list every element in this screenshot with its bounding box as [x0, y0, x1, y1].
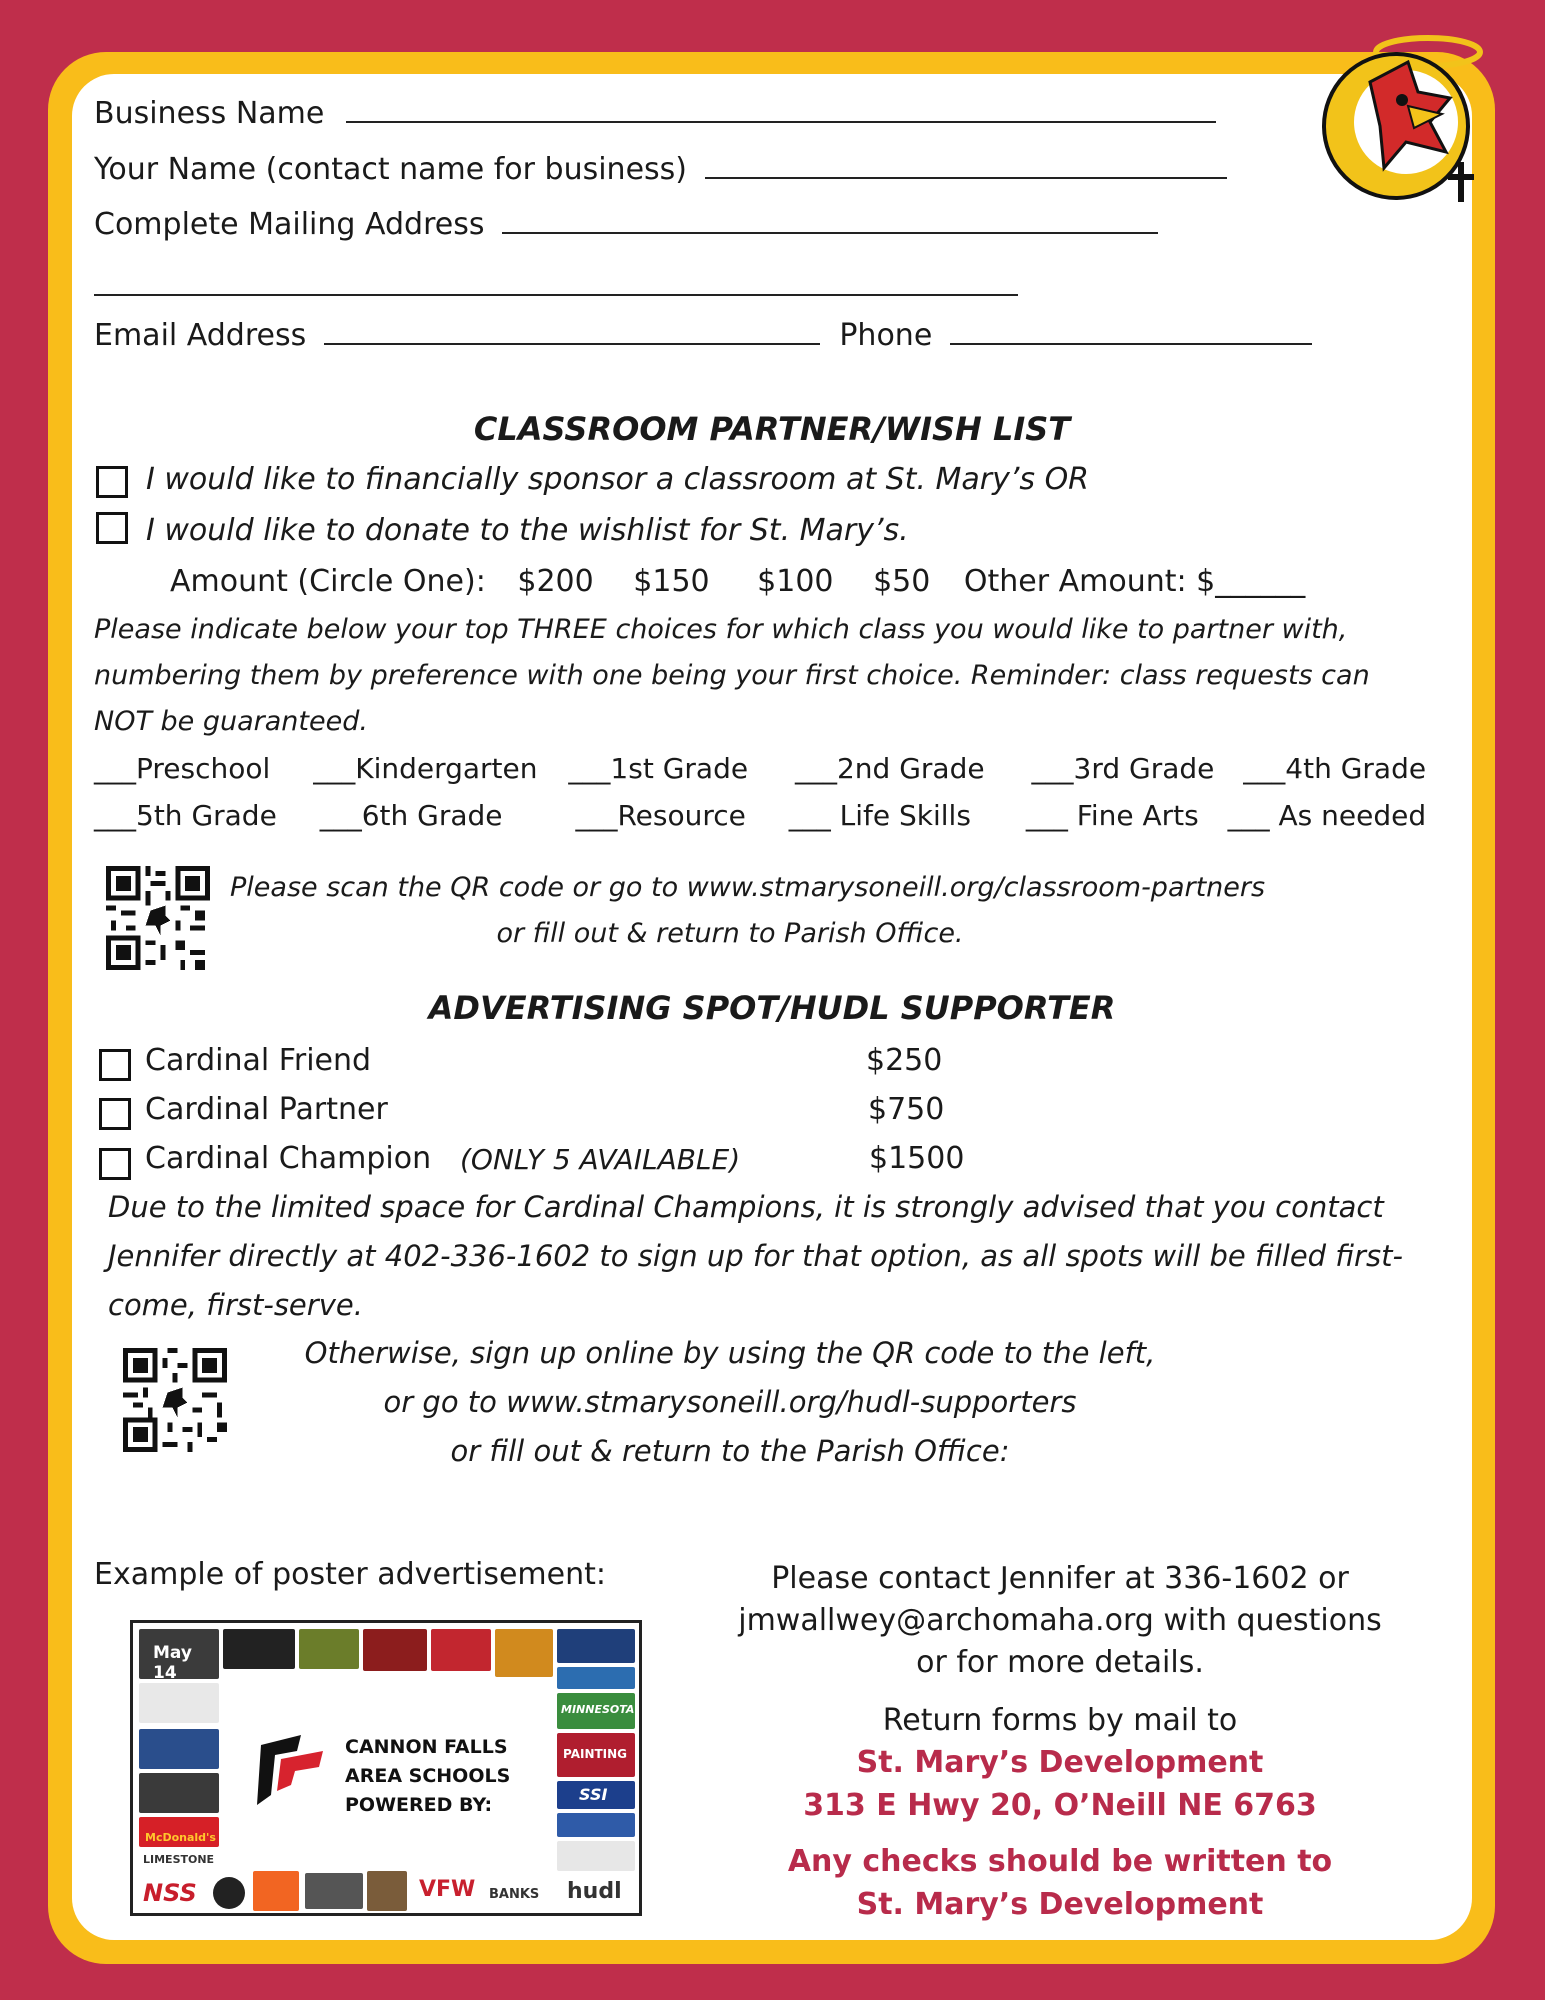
poster-logo-tile [305, 1873, 363, 1909]
tier-price: $750 [868, 1092, 945, 1127]
advertising-heading: ADVERTISING SPOT/HUDL SUPPORTER [428, 989, 1116, 1027]
advertising-qr-text-3: or fill out & return to the Parish Office: [450, 1434, 1010, 1468]
tier-name: Cardinal Champion [145, 1141, 432, 1176]
advertising-qr-text-2: or go to www.stmarysoneill.org/hudl-supporters [383, 1385, 1077, 1419]
poster-title-line: POWERED BY: [345, 1794, 493, 1816]
class-choice[interactable]: ___4th Grade [1243, 752, 1427, 785]
poster-logo-tile [487, 1879, 547, 1907]
champion-notice-3: come, first-serve. [108, 1288, 363, 1322]
class-choice[interactable]: ___ Life Skills [788, 799, 971, 832]
sponsor-checkbox[interactable] [96, 466, 128, 498]
poster-logo-tile [557, 1781, 635, 1809]
poster-logo-tile [557, 1667, 635, 1689]
poster-logo-tile [139, 1729, 219, 1769]
poster-logo-text: PAINTING [563, 1747, 628, 1761]
checks-line-1: Any checks should be written to [787, 1844, 1333, 1879]
checks-line-2: St. Mary’s Development [856, 1887, 1264, 1922]
poster-logo-tile [431, 1629, 491, 1671]
poster-logo-text: McDonald's [145, 1831, 216, 1844]
org-name: St. Mary’s Development [856, 1745, 1264, 1780]
contact-name-label: Your Name (contact name for business) [94, 152, 687, 187]
donate-checkbox[interactable] [96, 512, 128, 544]
return-label: Return forms by mail to [882, 1703, 1238, 1738]
class-choice[interactable]: ___3rd Grade [1031, 752, 1215, 785]
poster-logo-tile [495, 1629, 553, 1677]
champion-notice-2: Jennifer directly at 402-336-1602 to sign up for that option, as all spots will be filled first- [108, 1239, 1403, 1273]
class-choice[interactable]: ___Resource [575, 799, 746, 832]
tier-checkbox[interactable] [99, 1098, 131, 1130]
classroom-qr-text-1: Please scan the QR code or go to www.stmarysoneill.org/classroom-partners [230, 872, 1266, 903]
class-choice[interactable]: ___ As needed [1227, 799, 1427, 832]
poster-date-badge [139, 1629, 219, 1683]
classroom-qr-text-2: or fill out & return to Parish Office. [496, 918, 964, 949]
email-field[interactable] [324, 319, 820, 345]
amount-option[interactable]: $100 [757, 564, 834, 599]
contact-name-row [94, 152, 1227, 187]
classroom-instructions-1: Please indicate below your top THREE choices for which class you would like to partner with, [94, 614, 1348, 645]
class-choice[interactable]: ___ Fine Arts [1025, 799, 1199, 832]
class-choice[interactable]: ___5th Grade [94, 799, 277, 832]
cannon-falls-logo-icon [251, 1725, 329, 1811]
poster-example-image [130, 1620, 642, 1916]
class-choice[interactable]: ___Kindergarten [313, 752, 538, 785]
poster-logo-text: VFW [419, 1877, 476, 1902]
poster-logo-tile [139, 1817, 219, 1847]
poster-logo-tile [139, 1773, 219, 1813]
poster-title-line: AREA SCHOOLS [345, 1765, 511, 1787]
advertising-qr-text-1: Otherwise, sign up online by using the QR code to the left, [304, 1336, 1156, 1370]
poster-logo-text: SSI [579, 1785, 608, 1804]
poster-title-line: CANNON FALLS [345, 1736, 508, 1758]
mailing-address-label: Complete Mailing Address [94, 207, 485, 242]
poster-logo-tile [223, 1629, 295, 1669]
poster-logo-text: MINNESOTA [561, 1703, 635, 1716]
donate-option-label: I would like to donate to the wishlist for St. Mary’s. [146, 513, 909, 548]
email-label: Email Address [94, 318, 307, 353]
poster-logo-tile [367, 1871, 407, 1911]
email-phone-row [94, 318, 1312, 353]
tier-note: (ONLY 5 AVAILABLE) [460, 1143, 741, 1176]
poster-logo-text: hudl [567, 1879, 622, 1904]
poster-logo-text: BANKS [489, 1887, 540, 1902]
poster-label: Example of poster advertisement: [94, 1557, 606, 1592]
class-choice[interactable]: ___1st Grade [568, 752, 749, 785]
business-name-field[interactable] [346, 97, 1216, 123]
classroom-instructions-3: NOT be guaranteed. [94, 706, 368, 737]
champion-notice-1: Due to the limited space for Cardinal Champions, it is strongly advised that you contact [108, 1190, 1384, 1224]
amount-option[interactable]: $50 [873, 564, 931, 599]
mailing-address-field[interactable] [502, 208, 1158, 234]
amount-option[interactable]: $150 [633, 564, 710, 599]
amount-row [170, 564, 1305, 599]
poster-logo-text: NSS [143, 1879, 197, 1907]
poster-title [345, 1733, 510, 1820]
cardinal-logo-icon [1310, 22, 1496, 212]
class-choices-row-1 [94, 752, 1426, 785]
mail-address: 313 E Hwy 20, O’Neill NE 6763 [803, 1788, 1317, 1823]
poster-logo-tile [557, 1813, 635, 1837]
poster-logo-tile [557, 1693, 635, 1729]
poster-logo-tile [139, 1851, 219, 1871]
contact-name-field[interactable] [705, 153, 1227, 179]
poster-logo-text: LIMESTONE [143, 1853, 215, 1866]
poster-logo-tile [557, 1629, 635, 1663]
business-name-label: Business Name [94, 96, 325, 131]
poster-logo-tile [139, 1877, 209, 1911]
poster-logo-tile [253, 1871, 299, 1911]
class-choices-row-2 [94, 799, 1426, 832]
poster-logo-tile [363, 1629, 427, 1671]
poster-logo-tile [299, 1629, 359, 1669]
qr-code-icon[interactable] [123, 1348, 227, 1452]
poster-logo-tile [417, 1875, 481, 1907]
mailing-address-row [94, 207, 1158, 242]
contact-line-2: jmwallwey@archomaha.org with questions [738, 1603, 1382, 1638]
phone-label: Phone [839, 318, 933, 353]
tier-price: $250 [866, 1043, 943, 1078]
poster-logo-tile [557, 1841, 635, 1871]
poster-logo-tile [213, 1877, 245, 1909]
class-choice[interactable]: ___6th Grade [319, 799, 503, 832]
class-choice[interactable]: ___Preschool [94, 752, 271, 785]
tier-name: Cardinal Friend [145, 1043, 372, 1078]
tier-checkbox[interactable] [99, 1049, 131, 1081]
contact-line-1: Please contact Jennifer at 336-1602 or [771, 1561, 1349, 1596]
mailing-address-field-line2[interactable] [94, 268, 1018, 296]
amount-label: Amount (Circle One): [170, 564, 486, 599]
tier-name: Cardinal Partner [145, 1092, 388, 1127]
poster-date-text: May 14 [153, 1643, 192, 1683]
tier-price: $1500 [869, 1141, 965, 1176]
other-amount[interactable]: Other Amount: $______ [963, 564, 1306, 599]
qr-code-icon[interactable] [106, 866, 210, 970]
tier-checkbox[interactable] [99, 1148, 131, 1180]
classroom-heading: CLASSROOM PARTNER/WISH LIST [473, 410, 1071, 448]
poster-logo-tile [139, 1683, 219, 1723]
class-choice[interactable]: ___2nd Grade [794, 752, 985, 785]
poster-logo-tile [553, 1877, 635, 1907]
phone-field[interactable] [950, 319, 1312, 345]
amount-option[interactable]: $200 [517, 564, 594, 599]
sponsor-option-label: I would like to financially sponsor a classroom at St. Mary’s OR [146, 462, 1090, 497]
poster-logo-tile [557, 1733, 635, 1777]
classroom-instructions-2: numbering them by preference with one being your first choice. Reminder: class requests can [94, 660, 1370, 691]
business-name-row [94, 96, 1216, 131]
contact-line-3: or for more details. [916, 1645, 1204, 1680]
